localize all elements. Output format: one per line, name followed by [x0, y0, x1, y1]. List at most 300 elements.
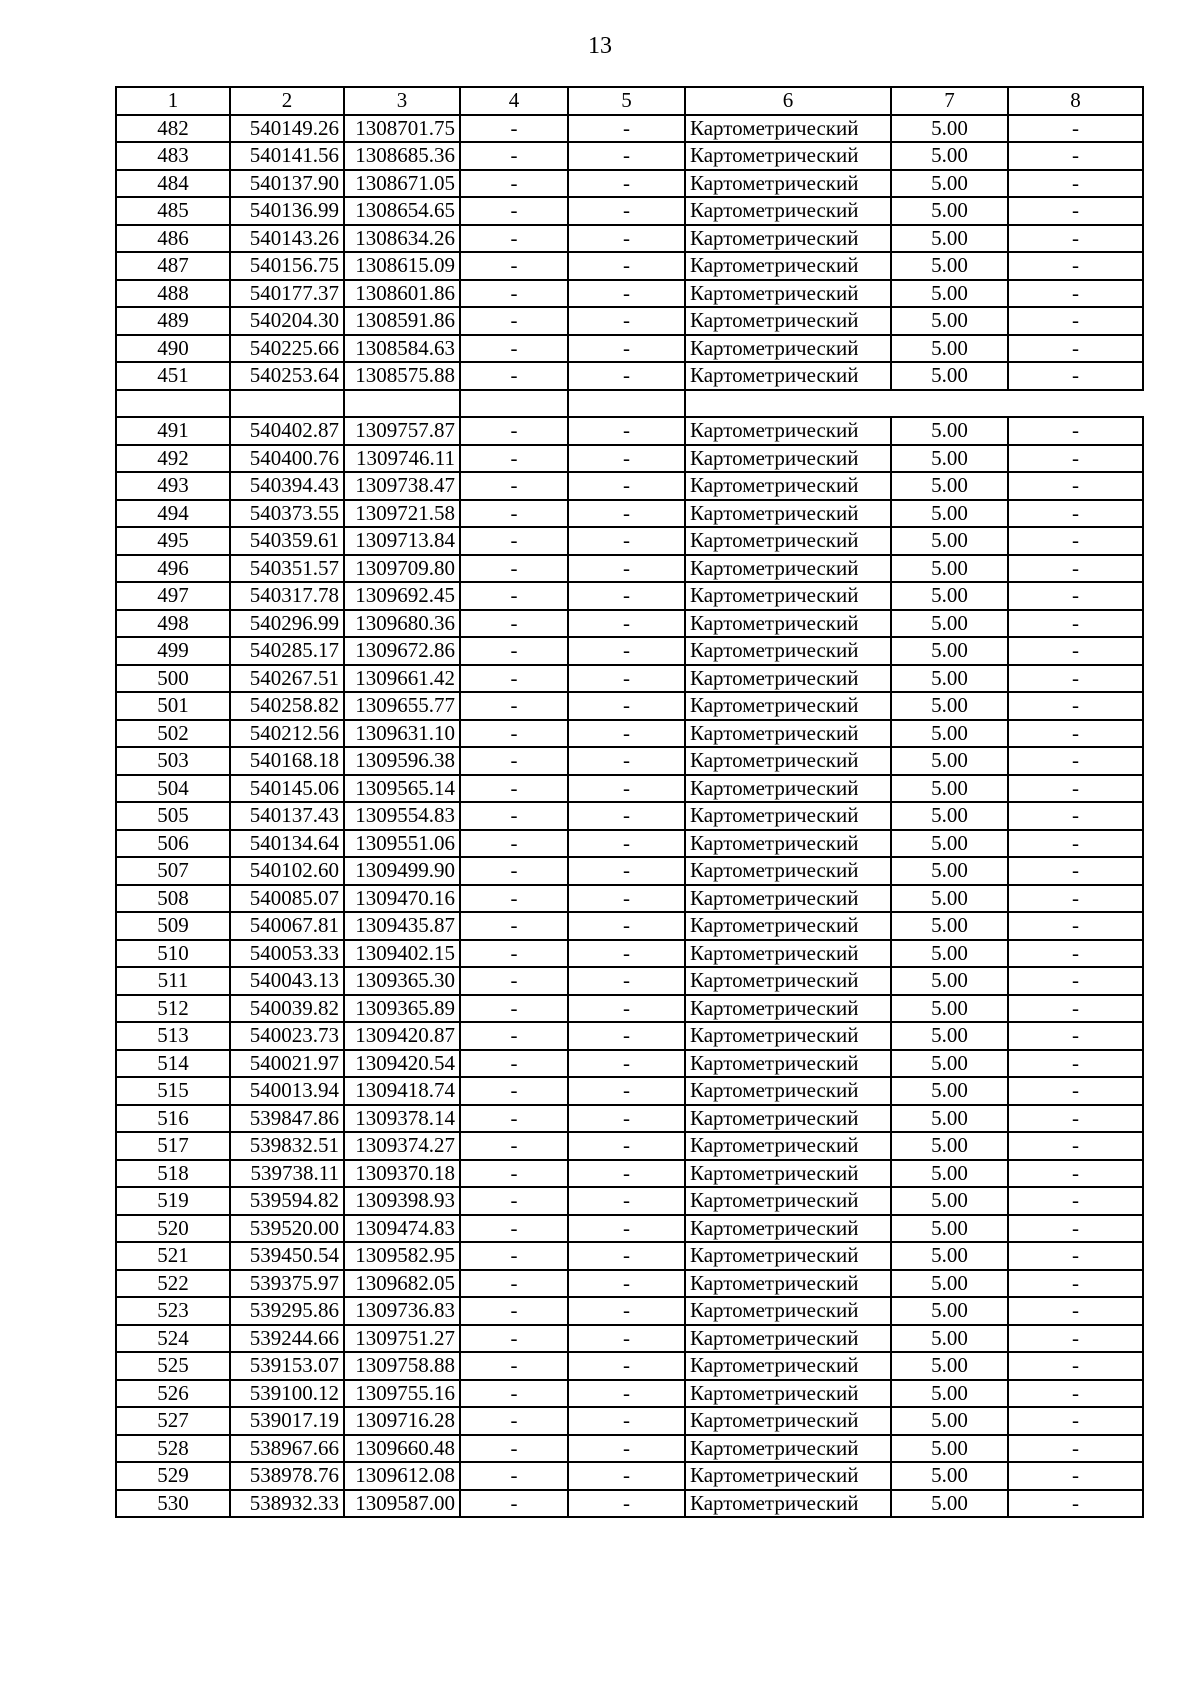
- col-8-value: -: [1008, 527, 1143, 555]
- y-coordinate: 1309716.28: [344, 1407, 460, 1435]
- table-row: [116, 472, 1143, 500]
- x-coordinate: 540013.94: [230, 1077, 344, 1105]
- col-4-value: -: [460, 1132, 568, 1160]
- column-number-row: [116, 87, 1143, 115]
- point-number: 522: [116, 1270, 230, 1298]
- col-4-value: -: [460, 335, 568, 363]
- accuracy-value: 5.00: [891, 885, 1008, 913]
- col-4-value: -: [460, 610, 568, 638]
- table-row: [116, 1105, 1143, 1133]
- point-number: 482: [116, 115, 230, 143]
- col-8-value: -: [1008, 555, 1143, 583]
- point-number: 521: [116, 1242, 230, 1270]
- y-coordinate: 1309374.27: [344, 1132, 460, 1160]
- x-coordinate: 540168.18: [230, 747, 344, 775]
- point-number: 501: [116, 692, 230, 720]
- point-number: 527: [116, 1407, 230, 1435]
- accuracy-value: 5.00: [891, 967, 1008, 995]
- col-4-value: -: [460, 1352, 568, 1380]
- y-coordinate: 1309402.15: [344, 940, 460, 968]
- col-8-value: -: [1008, 170, 1143, 198]
- block-separator-row: [116, 390, 1143, 418]
- table-row: [116, 637, 1143, 665]
- col-8-value: -: [1008, 1105, 1143, 1133]
- table-row: [116, 500, 1143, 528]
- point-number: 493: [116, 472, 230, 500]
- accuracy-value: 5.00: [891, 720, 1008, 748]
- col-5-value: -: [568, 637, 685, 665]
- col-4-value: -: [460, 197, 568, 225]
- x-coordinate: 539295.86: [230, 1297, 344, 1325]
- y-coordinate: 1309660.48: [344, 1435, 460, 1463]
- table-row: [116, 1380, 1143, 1408]
- point-number: 492: [116, 445, 230, 473]
- col-8-value: -: [1008, 252, 1143, 280]
- col-8-value: -: [1008, 830, 1143, 858]
- table-row: [116, 857, 1143, 885]
- y-coordinate: 1309680.36: [344, 610, 460, 638]
- table-row: [116, 1132, 1143, 1160]
- method-value: Картометрический: [685, 1160, 891, 1188]
- col-4-value: -: [460, 362, 568, 390]
- method-value: Картометрический: [685, 555, 891, 583]
- y-coordinate: 1309398.93: [344, 1187, 460, 1215]
- y-coordinate: 1309738.47: [344, 472, 460, 500]
- point-number: 451: [116, 362, 230, 390]
- y-coordinate: 1309612.08: [344, 1462, 460, 1490]
- table-row: [116, 582, 1143, 610]
- y-coordinate: 1308685.36: [344, 142, 460, 170]
- col-4-value: -: [460, 1407, 568, 1435]
- col-4-value: -: [460, 912, 568, 940]
- col-8-value: -: [1008, 747, 1143, 775]
- accuracy-value: 5.00: [891, 527, 1008, 555]
- col-8-value: -: [1008, 1050, 1143, 1078]
- accuracy-value: 5.00: [891, 1352, 1008, 1380]
- col-5-value: -: [568, 1050, 685, 1078]
- col-5-value: -: [568, 555, 685, 583]
- x-coordinate: 539450.54: [230, 1242, 344, 1270]
- method-value: Картометрический: [685, 1297, 891, 1325]
- col-4-value: -: [460, 527, 568, 555]
- x-coordinate: 540137.90: [230, 170, 344, 198]
- col-5-value: -: [568, 1407, 685, 1435]
- col-8-value: -: [1008, 775, 1143, 803]
- method-value: Картометрический: [685, 1407, 891, 1435]
- method-value: Картометрический: [685, 720, 891, 748]
- x-coordinate: 540021.97: [230, 1050, 344, 1078]
- method-value: Картометрический: [685, 830, 891, 858]
- table-row: [116, 885, 1143, 913]
- method-value: Картометрический: [685, 115, 891, 143]
- col-4-value: -: [460, 1435, 568, 1463]
- accuracy-value: 5.00: [891, 775, 1008, 803]
- col-4-value: -: [460, 1160, 568, 1188]
- point-number: 498: [116, 610, 230, 638]
- accuracy-value: 5.00: [891, 1132, 1008, 1160]
- col-5-value: -: [568, 170, 685, 198]
- method-value: Картометрический: [685, 1352, 891, 1380]
- accuracy-value: 5.00: [891, 1270, 1008, 1298]
- col-8-value: -: [1008, 417, 1143, 445]
- col-4-value: -: [460, 885, 568, 913]
- y-coordinate: 1309746.11: [344, 445, 460, 473]
- x-coordinate: 540267.51: [230, 665, 344, 693]
- x-coordinate: 540067.81: [230, 912, 344, 940]
- empty-cell: [685, 390, 891, 418]
- table-row: [116, 555, 1143, 583]
- col-5-value: -: [568, 225, 685, 253]
- y-coordinate: 1309420.54: [344, 1050, 460, 1078]
- accuracy-value: 5.00: [891, 857, 1008, 885]
- method-value: Картометрический: [685, 1132, 891, 1160]
- accuracy-value: 5.00: [891, 1242, 1008, 1270]
- col-5-value: -: [568, 747, 685, 775]
- col-5-value: -: [568, 252, 685, 280]
- y-coordinate: 1309418.74: [344, 1077, 460, 1105]
- method-value: Картометрический: [685, 995, 891, 1023]
- point-number: 525: [116, 1352, 230, 1380]
- table-row: [116, 445, 1143, 473]
- accuracy-value: 5.00: [891, 170, 1008, 198]
- x-coordinate: 540137.43: [230, 802, 344, 830]
- col-8-value: -: [1008, 967, 1143, 995]
- table-row: [116, 307, 1143, 335]
- method-value: Картометрический: [685, 637, 891, 665]
- col-5-value: -: [568, 1462, 685, 1490]
- col-4-value: -: [460, 830, 568, 858]
- accuracy-value: 5.00: [891, 142, 1008, 170]
- y-coordinate: 1309370.18: [344, 1160, 460, 1188]
- accuracy-value: 5.00: [891, 747, 1008, 775]
- point-number: 489: [116, 307, 230, 335]
- method-value: Картометрический: [685, 225, 891, 253]
- point-number: 486: [116, 225, 230, 253]
- accuracy-value: 5.00: [891, 252, 1008, 280]
- y-coordinate: 1309713.84: [344, 527, 460, 555]
- method-value: Картометрический: [685, 610, 891, 638]
- accuracy-value: 5.00: [891, 225, 1008, 253]
- x-coordinate: 540400.76: [230, 445, 344, 473]
- method-value: Картометрический: [685, 885, 891, 913]
- col-5-value: -: [568, 142, 685, 170]
- table-row: [116, 967, 1143, 995]
- x-coordinate: 540204.30: [230, 307, 344, 335]
- table-row: [116, 802, 1143, 830]
- col-4-value: -: [460, 582, 568, 610]
- col-4-value: -: [460, 1297, 568, 1325]
- point-number: 490: [116, 335, 230, 363]
- method-value: Картометрический: [685, 1077, 891, 1105]
- column-header: 4: [460, 87, 568, 115]
- accuracy-value: 5.00: [891, 1077, 1008, 1105]
- col-4-value: -: [460, 307, 568, 335]
- table-row: [116, 115, 1143, 143]
- y-coordinate: 1309365.89: [344, 995, 460, 1023]
- col-5-value: -: [568, 1242, 685, 1270]
- point-number: 515: [116, 1077, 230, 1105]
- method-value: Картометрический: [685, 1187, 891, 1215]
- table-row: [116, 720, 1143, 748]
- point-number: 499: [116, 637, 230, 665]
- col-5-value: -: [568, 362, 685, 390]
- col-4-value: -: [460, 1077, 568, 1105]
- col-4-value: -: [460, 940, 568, 968]
- table-row: [116, 610, 1143, 638]
- table-row: [116, 1297, 1143, 1325]
- col-8-value: -: [1008, 692, 1143, 720]
- method-value: Картометрический: [685, 940, 891, 968]
- x-coordinate: 539738.11: [230, 1160, 344, 1188]
- col-5-value: -: [568, 1105, 685, 1133]
- method-value: Картометрический: [685, 1242, 891, 1270]
- point-number: 507: [116, 857, 230, 885]
- col-4-value: -: [460, 775, 568, 803]
- point-number: 484: [116, 170, 230, 198]
- x-coordinate: 540212.56: [230, 720, 344, 748]
- accuracy-value: 5.00: [891, 335, 1008, 363]
- col-5-value: -: [568, 1077, 685, 1105]
- accuracy-value: 5.00: [891, 115, 1008, 143]
- accuracy-value: 5.00: [891, 1325, 1008, 1353]
- col-5-value: -: [568, 857, 685, 885]
- point-number: 500: [116, 665, 230, 693]
- method-value: Картометрический: [685, 1435, 891, 1463]
- method-value: Картометрический: [685, 802, 891, 830]
- col-4-value: -: [460, 1187, 568, 1215]
- table-row: [116, 1407, 1143, 1435]
- method-value: Картометрический: [685, 582, 891, 610]
- x-coordinate: 539375.97: [230, 1270, 344, 1298]
- col-4-value: -: [460, 280, 568, 308]
- x-coordinate: 539017.19: [230, 1407, 344, 1435]
- y-coordinate: 1309435.87: [344, 912, 460, 940]
- col-5-value: -: [568, 500, 685, 528]
- y-coordinate: 1308701.75: [344, 115, 460, 143]
- table-row: [116, 1050, 1143, 1078]
- x-coordinate: 539832.51: [230, 1132, 344, 1160]
- col-8-value: -: [1008, 1297, 1143, 1325]
- col-4-value: -: [460, 637, 568, 665]
- col-8-value: -: [1008, 1270, 1143, 1298]
- x-coordinate: 540258.82: [230, 692, 344, 720]
- col-8-value: -: [1008, 472, 1143, 500]
- col-4-value: -: [460, 1380, 568, 1408]
- col-5-value: -: [568, 1435, 685, 1463]
- y-coordinate: 1309587.00: [344, 1490, 460, 1518]
- accuracy-value: 5.00: [891, 582, 1008, 610]
- table-row: [116, 665, 1143, 693]
- x-coordinate: 538967.66: [230, 1435, 344, 1463]
- column-header: 1: [116, 87, 230, 115]
- x-coordinate: 538932.33: [230, 1490, 344, 1518]
- point-number: 514: [116, 1050, 230, 1078]
- point-number: 510: [116, 940, 230, 968]
- col-8-value: -: [1008, 197, 1143, 225]
- y-coordinate: 1309755.16: [344, 1380, 460, 1408]
- table-row: [116, 1462, 1143, 1490]
- col-5-value: -: [568, 1297, 685, 1325]
- method-value: Картометрический: [685, 527, 891, 555]
- method-value: Картометрический: [685, 665, 891, 693]
- table-row: [116, 280, 1143, 308]
- point-number: 487: [116, 252, 230, 280]
- accuracy-value: 5.00: [891, 280, 1008, 308]
- col-5-value: -: [568, 1215, 685, 1243]
- col-4-value: -: [460, 445, 568, 473]
- method-value: Картометрический: [685, 1462, 891, 1490]
- method-value: Картометрический: [685, 1050, 891, 1078]
- point-number: 494: [116, 500, 230, 528]
- col-5-value: -: [568, 115, 685, 143]
- point-number: 513: [116, 1022, 230, 1050]
- col-5-value: -: [568, 197, 685, 225]
- col-8-value: -: [1008, 1435, 1143, 1463]
- point-number: 528: [116, 1435, 230, 1463]
- y-coordinate: 1308575.88: [344, 362, 460, 390]
- col-8-value: -: [1008, 1215, 1143, 1243]
- accuracy-value: 5.00: [891, 995, 1008, 1023]
- column-header: 5: [568, 87, 685, 115]
- col-4-value: -: [460, 417, 568, 445]
- x-coordinate: 540359.61: [230, 527, 344, 555]
- y-coordinate: 1309672.86: [344, 637, 460, 665]
- table-row: [116, 1270, 1143, 1298]
- column-header: 2: [230, 87, 344, 115]
- col-8-value: -: [1008, 142, 1143, 170]
- col-8-value: -: [1008, 1407, 1143, 1435]
- accuracy-value: 5.00: [891, 692, 1008, 720]
- col-8-value: -: [1008, 1187, 1143, 1215]
- point-number: 502: [116, 720, 230, 748]
- col-8-value: -: [1008, 280, 1143, 308]
- method-value: Картометрический: [685, 1380, 891, 1408]
- col-5-value: -: [568, 610, 685, 638]
- x-coordinate: 540177.37: [230, 280, 344, 308]
- col-8-value: -: [1008, 1022, 1143, 1050]
- col-4-value: -: [460, 555, 568, 583]
- col-4-value: -: [460, 142, 568, 170]
- table-row: [116, 1022, 1143, 1050]
- x-coordinate: 539244.66: [230, 1325, 344, 1353]
- table-row: [116, 197, 1143, 225]
- y-coordinate: 1309709.80: [344, 555, 460, 583]
- col-4-value: -: [460, 995, 568, 1023]
- x-coordinate: 539847.86: [230, 1105, 344, 1133]
- point-number: 508: [116, 885, 230, 913]
- accuracy-value: 5.00: [891, 1160, 1008, 1188]
- method-value: Картометрический: [685, 335, 891, 363]
- col-4-value: -: [460, 1490, 568, 1518]
- accuracy-value: 5.00: [891, 830, 1008, 858]
- col-4-value: -: [460, 1325, 568, 1353]
- point-number: 530: [116, 1490, 230, 1518]
- method-value: Картометрический: [685, 197, 891, 225]
- table-row: [116, 995, 1143, 1023]
- col-4-value: -: [460, 1215, 568, 1243]
- col-8-value: -: [1008, 665, 1143, 693]
- table-row: [116, 142, 1143, 170]
- col-8-value: -: [1008, 335, 1143, 363]
- y-coordinate: 1309757.87: [344, 417, 460, 445]
- point-number: 517: [116, 1132, 230, 1160]
- col-8-value: -: [1008, 445, 1143, 473]
- x-coordinate: 540394.43: [230, 472, 344, 500]
- empty-cell: [460, 390, 568, 418]
- method-value: Картометрический: [685, 967, 891, 995]
- method-value: Картометрический: [685, 362, 891, 390]
- column-header: 6: [685, 87, 891, 115]
- col-8-value: -: [1008, 637, 1143, 665]
- col-5-value: -: [568, 527, 685, 555]
- point-number: 504: [116, 775, 230, 803]
- coordinates-table: [115, 86, 1144, 1518]
- point-number: 505: [116, 802, 230, 830]
- accuracy-value: 5.00: [891, 417, 1008, 445]
- method-value: Картометрический: [685, 1325, 891, 1353]
- accuracy-value: 5.00: [891, 1022, 1008, 1050]
- point-number: 520: [116, 1215, 230, 1243]
- col-8-value: -: [1008, 1132, 1143, 1160]
- table-row: [116, 170, 1143, 198]
- accuracy-value: 5.00: [891, 665, 1008, 693]
- col-5-value: -: [568, 472, 685, 500]
- x-coordinate: 540039.82: [230, 995, 344, 1023]
- accuracy-value: 5.00: [891, 445, 1008, 473]
- y-coordinate: 1309499.90: [344, 857, 460, 885]
- y-coordinate: 1308591.86: [344, 307, 460, 335]
- table-body: [116, 87, 1143, 1517]
- col-5-value: -: [568, 1187, 685, 1215]
- y-coordinate: 1309474.83: [344, 1215, 460, 1243]
- col-5-value: -: [568, 720, 685, 748]
- col-4-value: -: [460, 747, 568, 775]
- accuracy-value: 5.00: [891, 1105, 1008, 1133]
- col-5-value: -: [568, 335, 685, 363]
- y-coordinate: 1309661.42: [344, 665, 460, 693]
- col-4-value: -: [460, 1242, 568, 1270]
- method-value: Картометрический: [685, 1270, 891, 1298]
- y-coordinate: 1309721.58: [344, 500, 460, 528]
- x-coordinate: 540373.55: [230, 500, 344, 528]
- col-5-value: -: [568, 1325, 685, 1353]
- accuracy-value: 5.00: [891, 197, 1008, 225]
- method-value: Картометрический: [685, 692, 891, 720]
- col-4-value: -: [460, 692, 568, 720]
- table-row: [116, 1435, 1143, 1463]
- col-8-value: -: [1008, 1242, 1143, 1270]
- col-4-value: -: [460, 252, 568, 280]
- y-coordinate: 1309655.77: [344, 692, 460, 720]
- col-8-value: -: [1008, 912, 1143, 940]
- col-8-value: -: [1008, 1490, 1143, 1518]
- method-value: Картометрический: [685, 1490, 891, 1518]
- point-number: 495: [116, 527, 230, 555]
- point-number: 496: [116, 555, 230, 583]
- col-8-value: -: [1008, 582, 1143, 610]
- point-number: 529: [116, 1462, 230, 1490]
- method-value: Картометрический: [685, 912, 891, 940]
- method-value: Картометрический: [685, 1215, 891, 1243]
- table-row: [116, 1352, 1143, 1380]
- x-coordinate: 540351.57: [230, 555, 344, 583]
- y-coordinate: 1309378.14: [344, 1105, 460, 1133]
- accuracy-value: 5.00: [891, 500, 1008, 528]
- method-value: Картометрический: [685, 500, 891, 528]
- col-8-value: -: [1008, 610, 1143, 638]
- table-row: [116, 912, 1143, 940]
- accuracy-value: 5.00: [891, 1407, 1008, 1435]
